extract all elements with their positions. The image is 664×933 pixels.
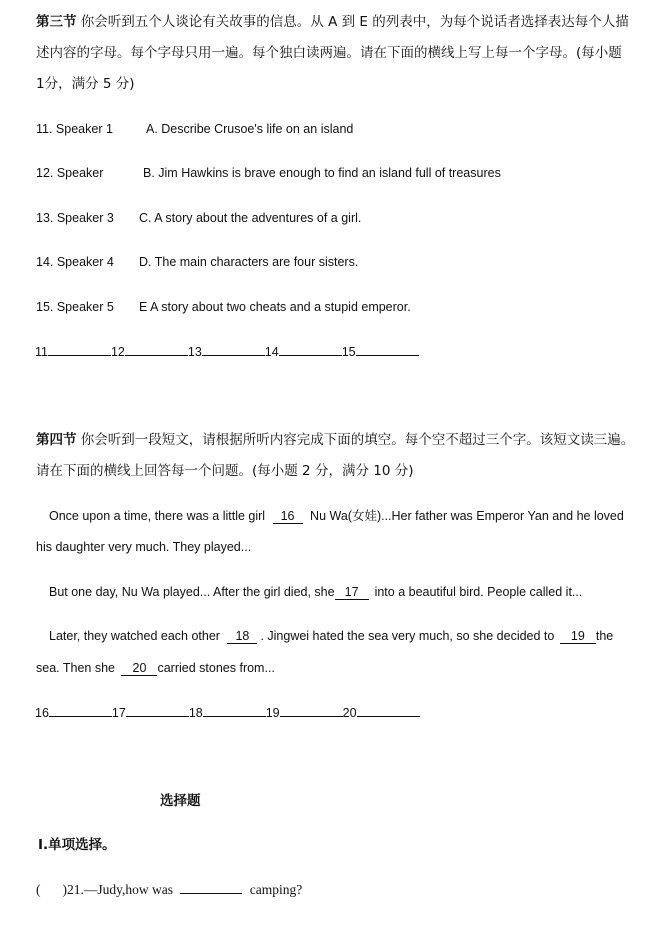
passage-line3 bbox=[49, 585, 582, 600]
option-a: A. Describe Crusoe's life on an island bbox=[146, 122, 354, 136]
answer-blank-14[interactable] bbox=[279, 344, 342, 356]
section4-text-1: 你会听到一段短文，请根据所听内容完成下面的填空。每个空不超过三个字。该短文读三遍。 bbox=[80, 432, 635, 448]
speaker-12: 12. Speaker bbox=[36, 166, 104, 180]
answer-label-13: 13 bbox=[187, 345, 202, 359]
passage-text: the bbox=[595, 629, 614, 643]
speaker-14: 14. Speaker 4 bbox=[36, 255, 114, 269]
answer-label-14: 14 bbox=[264, 345, 279, 359]
option-d: D. The main characters are four sisters. bbox=[139, 255, 359, 269]
answer-blank-11[interactable] bbox=[48, 344, 111, 356]
section3-instruction-line2: 述内容的字母。每个字母只用一遍。每个独白读两遍。请在下面的横线上写上每一个字母。(每小题 bbox=[36, 45, 622, 61]
passage-text: But one day, Nu Wa played... After the girl died, she bbox=[49, 585, 335, 599]
answer-label-17: 17 bbox=[111, 706, 126, 720]
section3-instruction-line3: 1分，满分 5 分) bbox=[36, 76, 135, 92]
section4-instruction-line2: 请在下面的横线上回答每一个问题。(每小题 2 分，满分 10 分) bbox=[36, 463, 414, 479]
answer-label-12: 12 bbox=[110, 345, 125, 359]
option-b: B. Jim Hawkins is brave enough to find an island full of treasures bbox=[143, 166, 501, 180]
answer-label-11: 11 bbox=[35, 345, 48, 359]
q21-blank[interactable] bbox=[180, 881, 242, 894]
passage-line4 bbox=[49, 629, 613, 644]
section3-instruction-line1 bbox=[36, 15, 629, 30]
part1-title: Ⅰ.单项选择。 bbox=[38, 837, 116, 853]
question-text: camping? bbox=[249, 882, 303, 897]
answer-blank-20[interactable] bbox=[357, 705, 420, 717]
section4-answer-line bbox=[35, 705, 420, 720]
blank-17[interactable]: 17 bbox=[335, 586, 369, 600]
passage-text: into a beautiful bird. People called it... bbox=[374, 585, 583, 599]
answer-label-15: 15 bbox=[341, 345, 356, 359]
answer-label-20: 20 bbox=[342, 706, 357, 720]
blank-18[interactable]: 18 bbox=[227, 630, 257, 644]
answer-blank-17[interactable] bbox=[126, 705, 189, 717]
answer-blank-19[interactable] bbox=[280, 705, 343, 717]
blank-16[interactable]: 16 bbox=[273, 510, 303, 524]
passage-text: sea. Then she bbox=[36, 661, 115, 675]
blank-20[interactable]: 20 bbox=[121, 662, 157, 676]
passage-line2: his daughter very much. They played... bbox=[36, 540, 252, 554]
answer-blank-15[interactable] bbox=[356, 344, 419, 356]
answer-label-18: 18 bbox=[188, 706, 203, 720]
answer-label-16: 16 bbox=[35, 706, 49, 720]
answer-paren-close: ) bbox=[62, 882, 67, 897]
speaker-11: 11. Speaker 1 bbox=[36, 122, 113, 136]
choice-section-title: 选择题 bbox=[160, 793, 201, 809]
section4-heading: 第四节 bbox=[36, 432, 77, 448]
section3-heading: 第三节 bbox=[36, 14, 77, 30]
speaker-15: 15. Speaker 5 bbox=[36, 300, 114, 314]
option-e: E A story about two cheats and a stupid emperor. bbox=[139, 300, 411, 314]
passage-text: Later, they watched each other bbox=[49, 629, 220, 643]
section4-instruction-line1 bbox=[36, 433, 634, 448]
question-text: 21.—Judy,how was bbox=[67, 882, 173, 897]
speaker-13: 13. Speaker 3 bbox=[36, 211, 114, 225]
passage-line1 bbox=[49, 509, 624, 524]
passage-line5 bbox=[36, 661, 275, 676]
answer-blank-16[interactable] bbox=[49, 705, 112, 717]
passage-text: Nu Wa(女娃)...Her father was Emperor Yan and he loved bbox=[310, 509, 624, 523]
answer-paren-open: ( bbox=[36, 882, 41, 897]
section3-answer-line bbox=[35, 344, 419, 359]
passage-text: carried stones from... bbox=[157, 661, 275, 675]
passage-text: Once upon a time, there was a little girl bbox=[49, 509, 266, 523]
answer-blank-13[interactable] bbox=[202, 344, 265, 356]
section3-text-1: 你会听到五个人谈论有关故事的信息。从 A 到 E 的列表中，为每个说话者选择表达每个人描 bbox=[80, 14, 629, 30]
option-c: C. A story about the adventures of a girl. bbox=[139, 211, 362, 225]
answer-label-19: 19 bbox=[265, 706, 280, 720]
question-21 bbox=[36, 881, 302, 898]
passage-text: . Jingwei hated the sea very much, so she decided to bbox=[260, 629, 555, 643]
answer-blank-18[interactable] bbox=[203, 705, 266, 717]
blank-19[interactable]: 19 bbox=[560, 630, 596, 644]
answer-blank-12[interactable] bbox=[125, 344, 188, 356]
